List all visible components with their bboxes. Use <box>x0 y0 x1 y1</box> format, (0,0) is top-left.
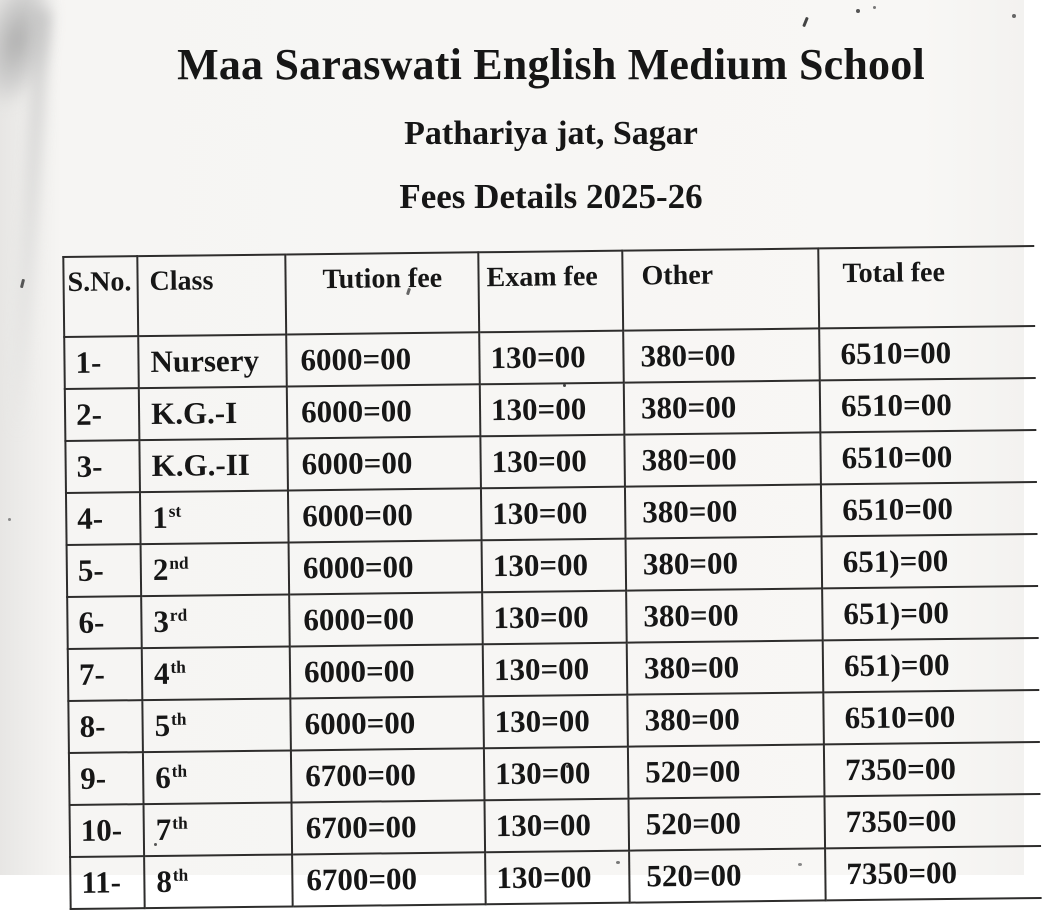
cell-class: 2nd <box>141 542 290 596</box>
col-header-tution-fee: Tution fee <box>285 252 479 334</box>
cell-other-fee: 380=00 <box>624 432 821 486</box>
cell-class: 5th <box>142 698 291 752</box>
col-header-other: Other <box>622 248 819 330</box>
cell-sno: 5- <box>67 544 142 597</box>
fees-table-body <box>64 326 1041 909</box>
cell-exam-fee: 130=00 <box>480 435 625 489</box>
cell-exam-fee: 130=00 <box>482 539 627 593</box>
cell-class: 1st <box>140 490 289 544</box>
cell-total-fee: 7350=00 <box>824 794 1041 848</box>
cell-class: 8th <box>144 854 293 908</box>
cell-tution-fee: 6000=00 <box>287 436 481 490</box>
cell-total-fee: 6510=00 <box>819 326 1036 380</box>
cell-class: K.G.-I <box>139 386 288 440</box>
cell-tution-fee: 6000=00 <box>289 592 483 646</box>
cell-exam-fee: 130=00 <box>479 331 624 385</box>
cell-total-fee: 6510=00 <box>821 482 1038 536</box>
cell-tution-fee: 6000=00 <box>287 384 481 438</box>
cell-tution-fee: 6700=00 <box>292 800 486 854</box>
cell-other-fee: 380=00 <box>623 328 820 382</box>
fees-heading: Fees Details 2025-26 <box>399 176 703 216</box>
table-row <box>70 846 1042 909</box>
cell-class: 4th <box>142 646 291 700</box>
cell-exam-fee: 130=00 <box>484 799 629 853</box>
cell-total-fee: 651)=00 <box>823 638 1040 692</box>
cell-class: 3rd <box>141 594 290 648</box>
cell-class: Nursery <box>138 334 287 388</box>
document-header <box>0 0 1024 216</box>
cell-tution-fee: 6000=00 <box>286 332 480 386</box>
cell-other-fee: 380=00 <box>627 640 824 694</box>
cell-total-fee: 7350=00 <box>824 742 1041 796</box>
cell-tution-fee: 6000=00 <box>290 644 484 698</box>
school-name: Maa Saraswati English Medium School <box>177 40 925 89</box>
cell-class: K.G.-II <box>139 438 288 492</box>
cell-sno: 2- <box>65 388 140 441</box>
cell-sno: 3- <box>65 440 140 493</box>
cell-tution-fee: 6700=00 <box>292 852 486 906</box>
cell-sno: 6- <box>67 596 142 649</box>
ordinal-suffix: st <box>168 501 182 521</box>
cell-exam-fee: 130=00 <box>483 643 628 697</box>
cell-exam-fee: 130=00 <box>485 851 630 905</box>
ordinal-suffix: th <box>170 709 187 729</box>
ordinal-suffix: th <box>170 657 187 677</box>
col-header-total-fee: Total fee <box>818 246 1035 328</box>
col-header-exam-fee: Exam fee <box>478 251 623 333</box>
cell-class: 7th <box>144 802 293 856</box>
cell-tution-fee: 6700=00 <box>291 748 485 802</box>
cell-exam-fee: 130=00 <box>482 591 627 645</box>
cell-sno: 7- <box>68 648 143 701</box>
cell-total-fee: 7350=00 <box>825 846 1042 900</box>
cell-exam-fee: 130=00 <box>481 487 626 541</box>
cell-other-fee: 380=00 <box>624 380 821 434</box>
cell-sno: 1- <box>64 336 139 389</box>
ordinal-suffix: th <box>172 865 189 885</box>
ordinal-suffix: th <box>172 813 188 833</box>
cell-tution-fee: 6000=00 <box>290 696 484 750</box>
cell-total-fee: 651)=00 <box>822 586 1039 640</box>
cell-sno: 10- <box>70 804 145 857</box>
cell-other-fee: 380=00 <box>627 692 824 746</box>
cell-total-fee: 651)=00 <box>822 534 1039 588</box>
cell-sno: 4- <box>66 492 141 545</box>
ordinal-suffix: rd <box>169 605 188 625</box>
cell-tution-fee: 6000=00 <box>288 488 482 542</box>
cell-total-fee: 6510=00 <box>820 430 1037 484</box>
cell-exam-fee: 130=00 <box>484 747 629 801</box>
ordinal-suffix: nd <box>169 553 189 573</box>
cell-total-fee: 6510=00 <box>823 690 1040 744</box>
cell-tution-fee: 6000=00 <box>289 540 483 594</box>
cell-other-fee: 520=00 <box>628 744 825 798</box>
cell-exam-fee: 130=00 <box>480 383 625 437</box>
cell-other-fee: 380=00 <box>625 484 822 538</box>
school-address: Pathariya jat, Sagar <box>404 114 698 152</box>
cell-other-fee: 380=00 <box>626 588 823 642</box>
cell-other-fee: 520=00 <box>629 848 826 902</box>
cell-sno: 9- <box>69 752 144 805</box>
cell-other-fee: 520=00 <box>628 796 825 850</box>
cell-sno: 11- <box>70 856 145 909</box>
cell-sno: 8- <box>68 700 143 753</box>
table-header-row <box>63 246 1035 337</box>
cell-exam-fee: 130=00 <box>483 695 628 749</box>
scan-speck <box>8 518 11 521</box>
col-header-class: Class <box>137 254 286 336</box>
fees-table <box>62 245 1041 910</box>
fees-table-grid <box>62 245 1041 910</box>
cell-class: 6th <box>143 750 292 804</box>
ordinal-suffix: th <box>171 761 188 781</box>
cell-other-fee: 380=00 <box>626 536 823 590</box>
cell-total-fee: 6510=00 <box>820 378 1037 432</box>
col-header-sno: S.No. <box>63 256 138 337</box>
